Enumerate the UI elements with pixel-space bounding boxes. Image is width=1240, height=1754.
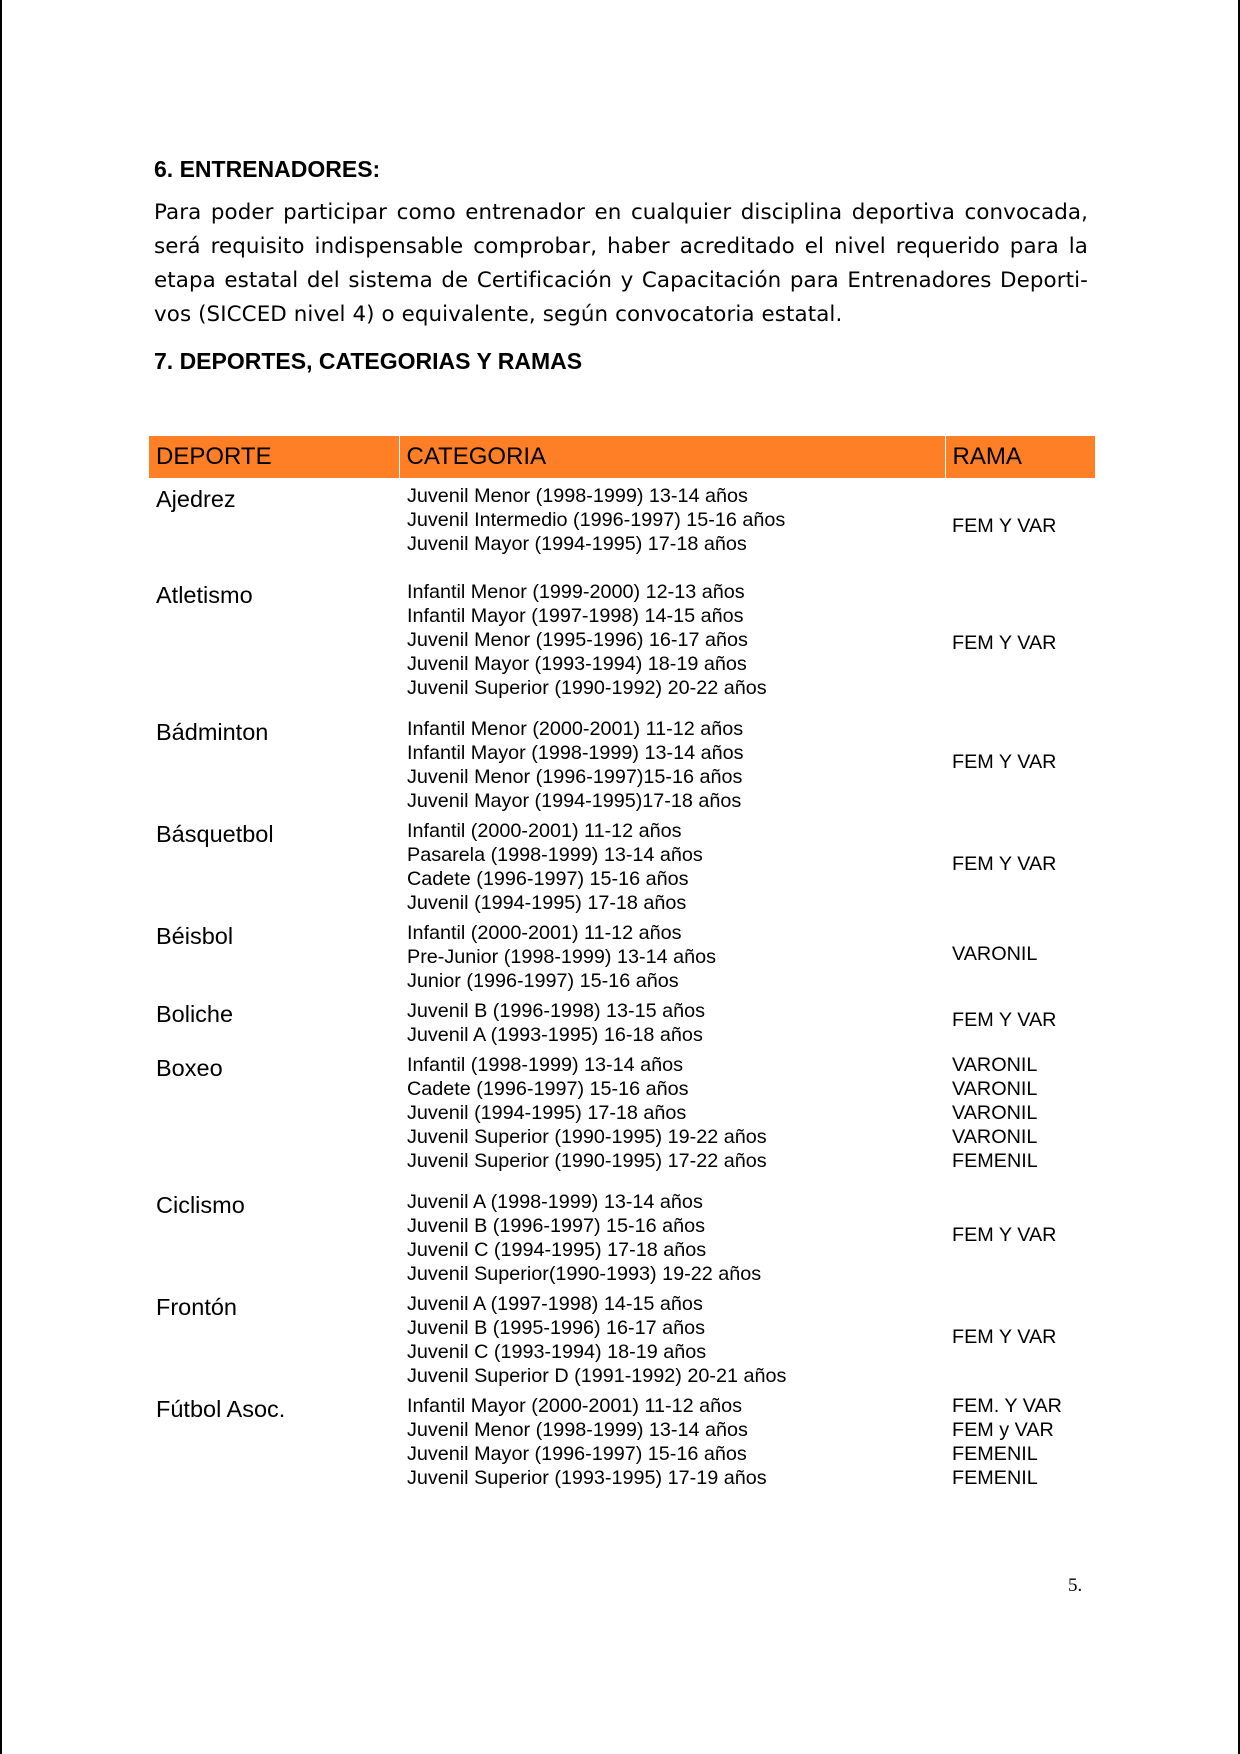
category-line: Infantil (1998-1999) 13-14 años (407, 1054, 684, 1076)
category-line: Juvenil Mayor (1994-1995) 17-18 años (407, 533, 747, 555)
category-cell (399, 1047, 945, 1184)
category-line: Juvenil A (1997-1998) 14-15 años (407, 1293, 703, 1315)
rama-cell (945, 1047, 1095, 1184)
category-line: Cadete (1996-1997) 15-16 años (407, 1078, 689, 1100)
category-line: Junior (1996-1997) 15-16 años (407, 970, 679, 992)
sport-name: Ajedrez (156, 486, 236, 512)
rama-line: FEMENIL (952, 1150, 1038, 1172)
rama-cell (945, 1286, 1095, 1388)
table-row (149, 813, 1095, 915)
category-line: Infantil Mayor (1997-1998) 14-15 años (407, 605, 744, 627)
page-number: 5. (1068, 1575, 1083, 1596)
header-rama: RAMA (945, 436, 1095, 478)
category-line: Juvenil (1994-1995) 17-18 años (407, 1102, 687, 1124)
category-cell (399, 1184, 945, 1286)
rama-cell (945, 915, 1095, 993)
rama-line: FEMENIL (952, 1443, 1038, 1465)
category-line: Infantil Mayor (2000-2001) 11-12 años (407, 1395, 743, 1417)
table-row (149, 1047, 1095, 1184)
category-line: Juvenil C (1993-1994) 18-19 años (407, 1341, 707, 1363)
rama-line: FEM y VAR (952, 1419, 1054, 1441)
category-line: Infantil (2000-2001) 11-12 años (407, 820, 682, 842)
category-line: Infantil Menor (1999-2000) 12-13 años (407, 581, 745, 603)
table-row (149, 711, 1095, 813)
table-body (149, 478, 1095, 1490)
category-line: Cadete (1996-1997) 15-16 años (407, 868, 689, 890)
rama-cell (945, 1388, 1095, 1490)
table-row (149, 915, 1095, 993)
category-line: Juvenil Menor (1995-1996) 16-17 años (407, 629, 748, 651)
table-row (149, 478, 1095, 574)
category-line: Juvenil (1994-1995) 17-18 años (407, 892, 687, 914)
rama-line: FEM Y VAR (952, 1326, 1057, 1348)
table-row (149, 1388, 1095, 1490)
table-row (149, 993, 1095, 1047)
rama-line: FEM Y VAR (952, 631, 1057, 654)
category-line: Infantil (2000-2001) 11-12 años (407, 922, 682, 944)
table-header-row (149, 436, 1095, 478)
section-7-heading: 7. DEPORTES, CATEGORIAS Y RAMAS (154, 348, 583, 374)
category-cell (399, 915, 945, 993)
category-line: Infantil Menor (2000-2001) 11-12 años (407, 718, 744, 740)
rama-line: FEM Y VAR (952, 1009, 1057, 1031)
rama-cell (945, 1184, 1095, 1286)
category-line: Juvenil C (1994-1995) 17-18 años (407, 1239, 707, 1261)
sport-name: Ciclismo (156, 1192, 245, 1218)
section-6-heading: 6. ENTRENADORES: (154, 156, 381, 182)
category-line: Juvenil Superior(1990-1993) 19-22 años (407, 1263, 762, 1285)
category-cell (399, 1388, 945, 1490)
rama-line: FEM Y VAR (952, 751, 1057, 773)
category-line: Pre-Junior (1998-1999) 13-14 años (407, 946, 716, 968)
category-line: Infantil Mayor (1998-1999) 13-14 años (407, 742, 744, 764)
rama-line: FEM Y VAR (952, 515, 1057, 537)
sport-name: Básquetbol (156, 821, 274, 847)
rama-cell (945, 813, 1095, 915)
category-line: Juvenil Menor (1998-1999) 13-14 años (407, 1419, 748, 1441)
category-line: Juvenil Mayor (1994-1995)17-18 años (407, 790, 742, 812)
category-cell (399, 993, 945, 1047)
sport-name: Béisbol (156, 923, 234, 949)
rama-line: FEMENIL (952, 1467, 1038, 1489)
category-cell (399, 574, 945, 711)
category-cell (399, 813, 945, 915)
rama-line: VARONIL (952, 1054, 1038, 1076)
sport-name: Boliche (156, 1001, 234, 1027)
rama-cell (945, 993, 1095, 1047)
category-line: Juvenil B (1996-1997) 15-16 años (407, 1215, 706, 1237)
rama-cell (945, 478, 1095, 574)
sport-name: Frontón (156, 1294, 237, 1320)
rama-line: VARONIL (952, 1126, 1038, 1148)
category-line: Juvenil Mayor (1993-1994) 18-19 años (407, 653, 747, 675)
category-line: Pasarela (1998-1999) 13-14 años (407, 844, 703, 866)
table-row (149, 1184, 1095, 1286)
category-line: Juvenil Menor (1998-1999) 13-14 años (407, 485, 748, 507)
sport-name: Atletismo (156, 582, 253, 608)
header-categoria: CATEGORIA (399, 436, 945, 478)
rama-line: VARONIL (952, 1078, 1038, 1100)
category-line: Juvenil Intermedio (1996-1997) 15-16 años (407, 509, 786, 531)
category-line: Juvenil A (1993-1995) 16-18 años (407, 1024, 703, 1046)
category-line: Juvenil Mayor (1996-1997) 15-16 años (407, 1443, 747, 1465)
sport-name: Bádminton (156, 719, 269, 745)
rama-line: VARONIL (952, 1102, 1038, 1124)
category-line: Juvenil B (1995-1996) 16-17 años (407, 1317, 706, 1339)
category-cell (399, 711, 945, 813)
category-line: Juvenil Superior (1993-1995) 17-19 años (407, 1467, 767, 1489)
rama-line: FEM. Y VAR (952, 1395, 1062, 1417)
category-line: Juvenil A (1998-1999) 13-14 años (407, 1191, 703, 1213)
category-line: Juvenil Menor (1996-1997)15-16 años (407, 766, 743, 788)
sport-name: Boxeo (156, 1055, 223, 1081)
category-cell (399, 478, 945, 574)
rama-cell (945, 574, 1095, 711)
table-row (149, 574, 1095, 711)
category-line: Juvenil B (1996-1998) 13-15 años (407, 1000, 706, 1022)
sport-name: Fútbol Asoc. (156, 1396, 286, 1422)
category-line: Juvenil Superior (1990-1992) 20-22 años (407, 677, 767, 699)
category-line: Juvenil Superior D (1991-1992) 20-21 años (407, 1365, 787, 1387)
table-row (149, 1286, 1095, 1388)
header-deporte: DEPORTE (149, 436, 399, 478)
rama-line: FEM Y VAR (952, 1224, 1057, 1246)
category-line: Juvenil Superior (1990-1995) 17-22 años (407, 1150, 767, 1172)
rama-cell (945, 711, 1095, 813)
category-line: Juvenil Superior (1990-1995) 19-22 años (407, 1126, 767, 1148)
category-cell (399, 1286, 945, 1388)
rama-line: FEM Y VAR (952, 853, 1057, 875)
rama-line: VARONIL (952, 943, 1038, 965)
section-6-paragraph: Para poder participar como entrenador en cualquier disciplina deportiva convocada, será requisito indispensable comprobar, haber acreditado el nivel requerido para la etapa estatal del sistema de Certificación y Capacitación para Entrenadores Deporti-vos (SICCED nivel 4) o equivalente, según convocatoria estatal. (154, 200, 1088, 327)
sports-table (149, 436, 1095, 1490)
